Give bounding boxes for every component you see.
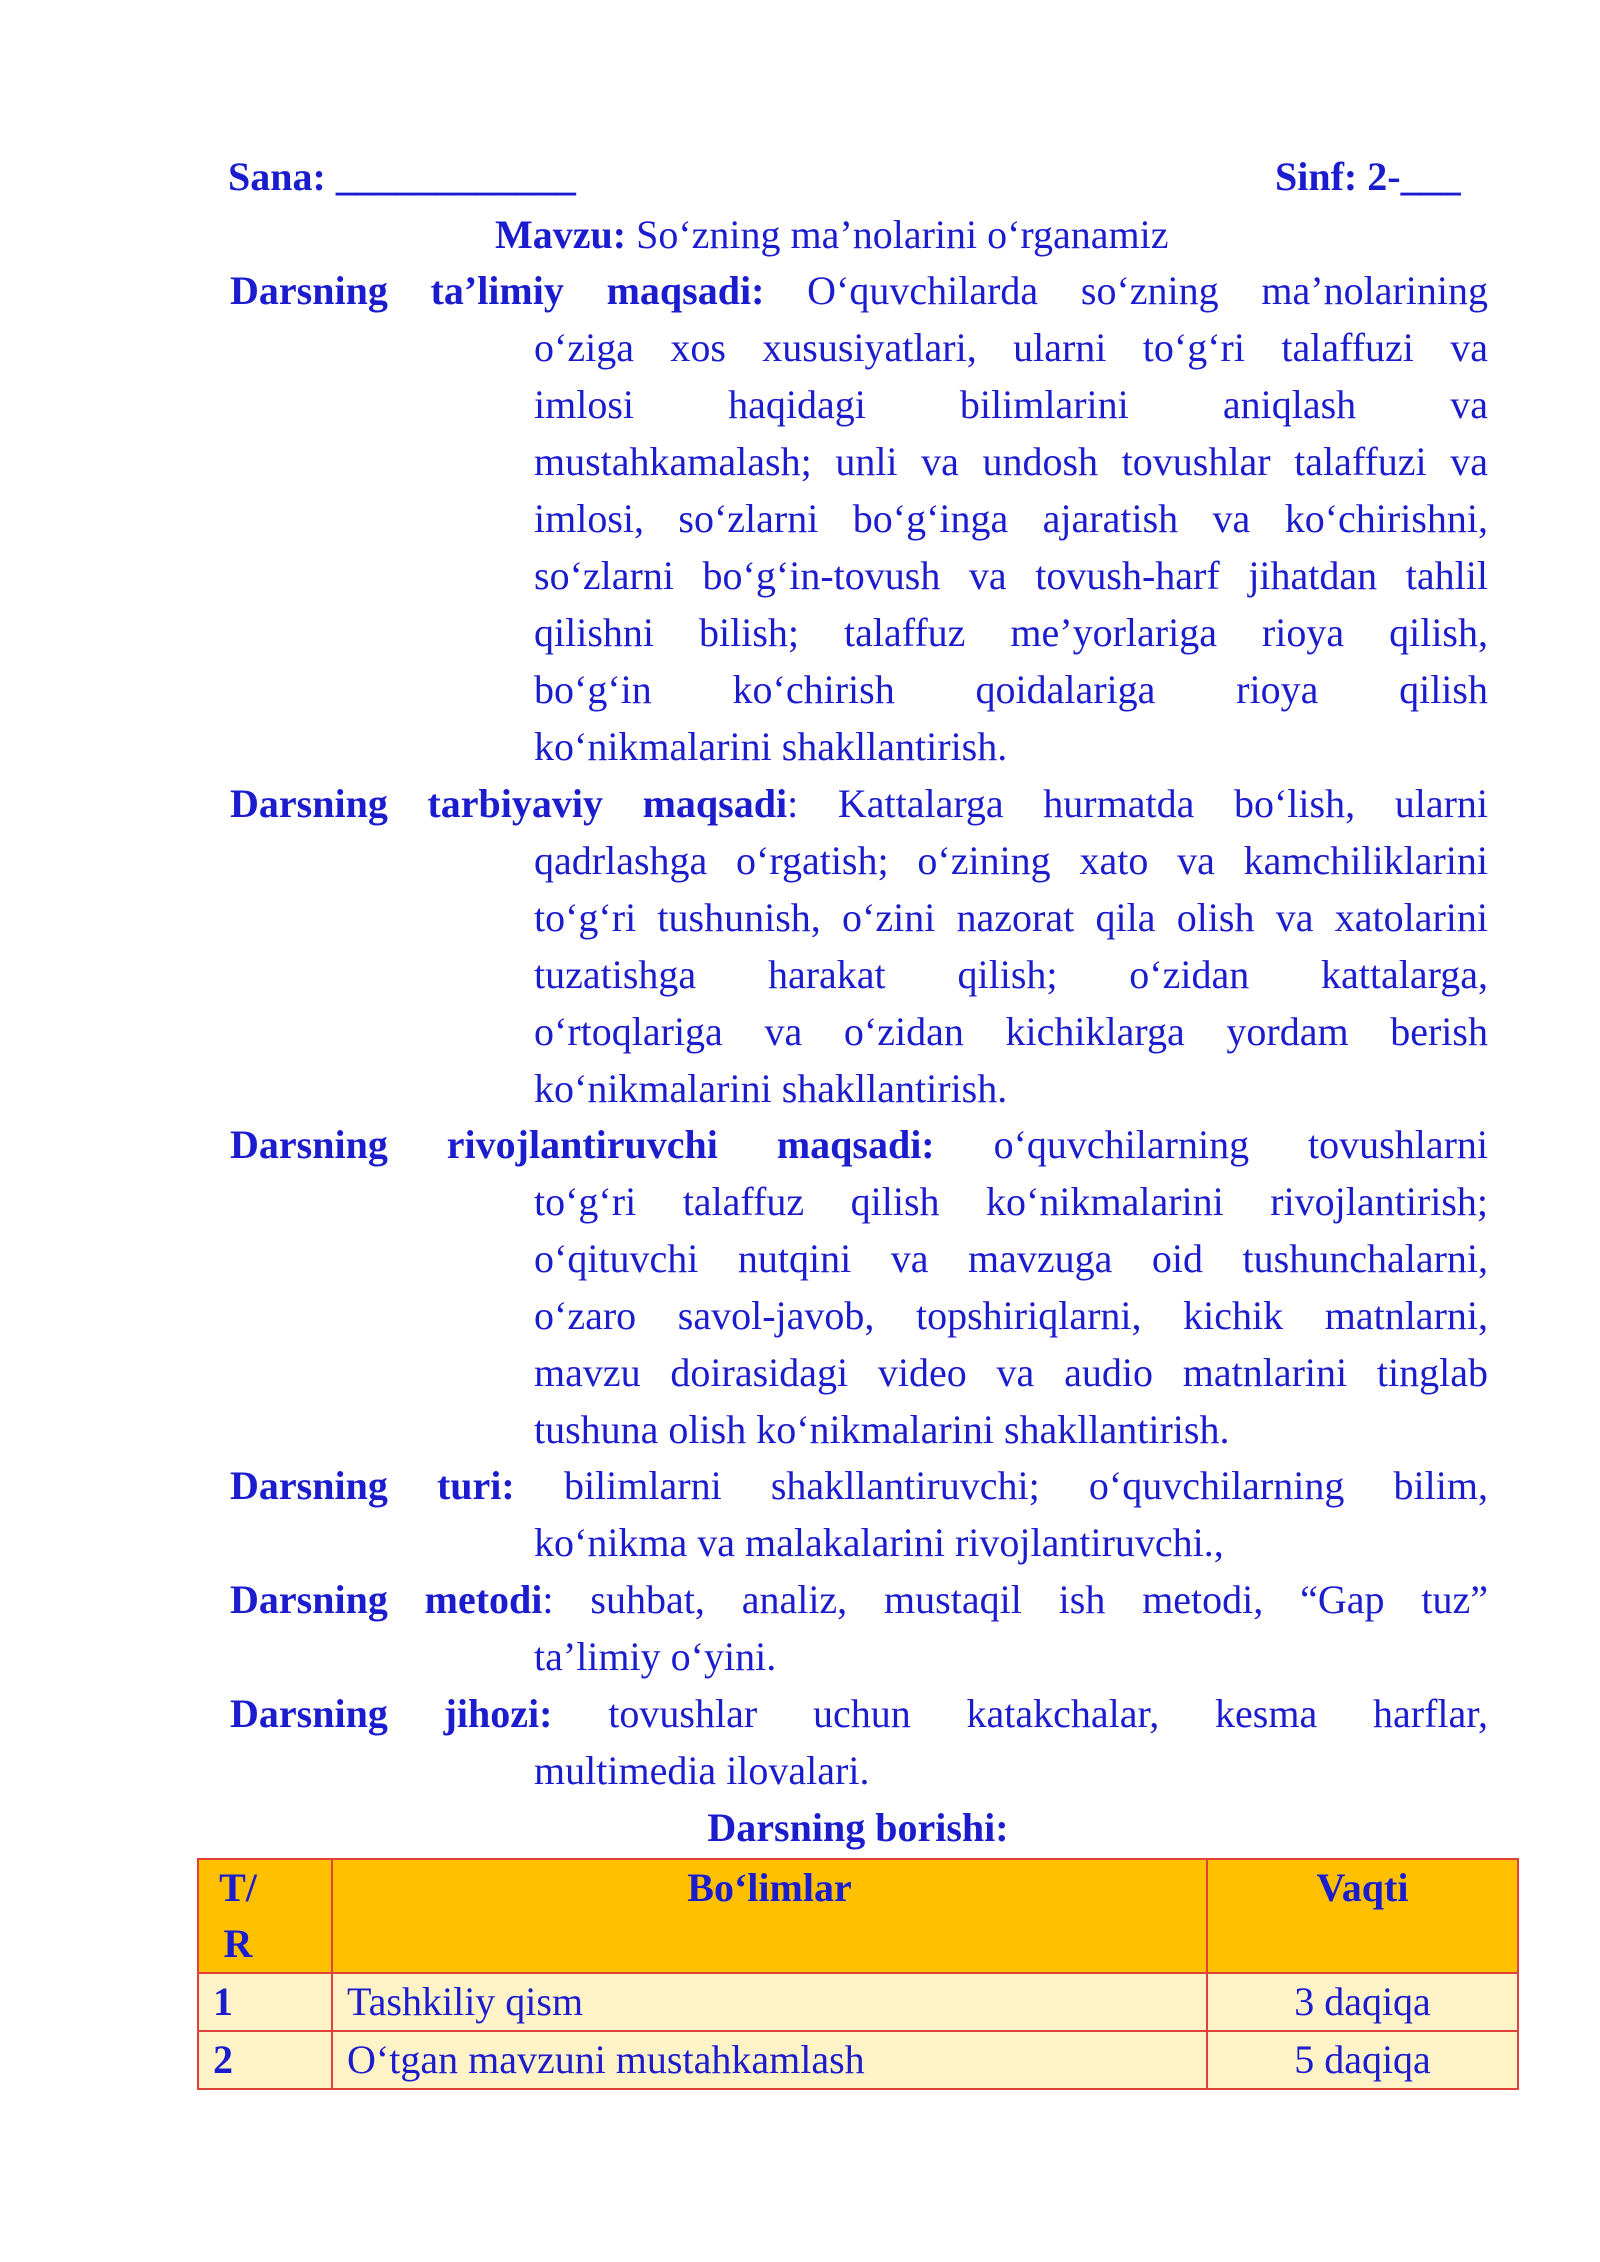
educational-goal-line: qilishni bilish; talaffuz me’yorlariga rioya qilish, [534, 610, 1488, 655]
educational-goal-line: imlosi, so‘zlarni bo‘g‘inga ajaratish va ko‘chirishni, [534, 496, 1488, 541]
developmental-goal-first-line [230, 1116, 1488, 1173]
lesson-method-colon: : [542, 1577, 554, 1622]
table-row [198, 1973, 1518, 2031]
lesson-equipment-first-line [230, 1685, 1488, 1742]
upbringing-goal-line: to‘g‘ri tushunish, o‘zini nazorat qila olish va xatolarini [534, 895, 1488, 940]
educational-goal-line: ko‘nikmalarini shakllantirish. [534, 724, 1008, 769]
upbringing-goal-line: qadrlashga o‘rgatish; o‘zining xato va kamchiliklarini [534, 838, 1488, 883]
developmental-goal-line: tushuna olish ko‘nikmalarini shakllantirish. [534, 1407, 1230, 1452]
lesson-type-label: Darsning turi: [230, 1463, 515, 1508]
upbringing-goal-line: Kattalarga hurmatda bo‘lish, ularni [837, 781, 1489, 826]
educational-goal-line: so‘zlarni bo‘g‘in-tovush va tovush-harf jihatdan tahlil [534, 553, 1488, 598]
header-cell-number [198, 1859, 332, 1973]
developmental-goal-line: o‘zaro savol-javob, topshiriqlarni, kichik matnlarni, [534, 1293, 1488, 1338]
developmental-goal-line: o‘qituvchi nutqini va mavzuga oid tushunchalarni, [534, 1236, 1488, 1281]
topic-text: So‘zning ma’nolarini o‘rganamiz [636, 212, 1169, 257]
lesson-method [230, 1571, 1488, 1685]
upbringing-goal-label: Darsning tarbiyaviy maqsadi [230, 781, 788, 826]
class-field [1275, 148, 1461, 205]
lesson-method-line: ta’limiy o‘yini. [534, 1634, 777, 1679]
row-number: 2 [198, 2031, 332, 2089]
class-blank: ___ [1400, 154, 1461, 199]
lesson-type [230, 1457, 1488, 1571]
topic-label: Mavzu: [495, 212, 627, 257]
lesson-type-first-line [230, 1457, 1488, 1514]
lesson-equipment [230, 1685, 1488, 1799]
developmental-goal-line: to‘g‘ri talaffuz qilish ko‘nikmalarini rivojlantirish; [534, 1179, 1488, 1224]
lesson-flow-title: Darsning borishi: [707, 1805, 1009, 1850]
developmental-goal-line: o‘quvchilarning tovushlarni [993, 1122, 1488, 1167]
lesson-method-first-line [230, 1571, 1488, 1628]
upbringing-goal [230, 775, 1488, 1117]
row-section: O‘tgan mavzuni mustahkamlash [332, 2031, 1207, 2089]
table-header-row [198, 1859, 1518, 1973]
row-number: 1 [198, 1973, 332, 2031]
lesson-method-line: suhbat, analiz, mustaqil ish metodi, “Gap tuz” [590, 1577, 1488, 1622]
row-time: 5 daqiqa [1207, 2031, 1518, 2089]
upbringing-goal-line: tuzatishga harakat qilish; o‘zidan kattalarga, [534, 952, 1488, 997]
educational-goal [230, 262, 1488, 775]
developmental-goal-label: Darsning rivojlantiruvchi maqsadi: [230, 1122, 935, 1167]
table-row [198, 2031, 1518, 2089]
educational-goal-line: bo‘g‘in ko‘chirish qoidalariga rioya qilish [534, 667, 1488, 712]
educational-goal-line: imlosi haqidagi bilimlarini aniqlash va [534, 382, 1488, 427]
educational-goal-line: o‘ziga xos xususiyatlari, ularni to‘g‘ri talaffuzi va [534, 325, 1488, 370]
row-time: 3 daqiqa [1207, 1973, 1518, 2031]
educational-goal-line: mustahkamalash; unli va undosh tovushlar talaffuzi va [534, 439, 1488, 484]
developmental-goal-line: mavzu doirasidagi video va audio matnlarini tinglab [534, 1350, 1488, 1395]
educational-goal-line: O‘quvchilarda so‘zning ma’nolarining [807, 268, 1489, 313]
lesson-equipment-line: tovushlar uchun katakchalar, kesma harflar, [608, 1691, 1488, 1736]
upbringing-goal-colon: : [787, 781, 799, 826]
educational-goal-label: Darsning ta’limiy maqsadi: [230, 268, 765, 313]
lesson-flow-table [197, 1858, 1519, 2090]
lesson-equipment-label: Darsning jihozi: [230, 1691, 553, 1736]
date-field [228, 148, 576, 205]
header-cell-time: Vaqti [1207, 1859, 1518, 1973]
lesson-type-line: ko‘nikma va malakalarini rivojlantiruvchi., [534, 1520, 1224, 1565]
row-section: Tashkiliy qism [332, 1973, 1207, 2031]
header-number-text: T/ R [219, 1865, 257, 1966]
lesson-method-label: Darsning metodi [230, 1577, 543, 1622]
upbringing-goal-first-line [230, 775, 1488, 832]
date-blank: ____________ [335, 154, 576, 199]
lesson-type-line: bilimlarni shakllantiruvchi; o‘quvchilarning bilim, [563, 1463, 1488, 1508]
upbringing-goal-line: o‘rtoqlariga va o‘zidan kichiklarga yordam berish [534, 1009, 1488, 1054]
class-label: Sinf: 2- [1275, 154, 1401, 199]
lesson-equipment-line: multimedia ilovalari. [534, 1748, 870, 1793]
date-label: Sana: [228, 154, 326, 199]
developmental-goal [230, 1116, 1488, 1458]
topic-line [495, 206, 1169, 263]
header-cell-sections: Bo‘limlar [332, 1859, 1207, 1973]
educational-goal-first-line [230, 262, 1488, 319]
upbringing-goal-line: ko‘nikmalarini shakllantirish. [534, 1066, 1008, 1111]
